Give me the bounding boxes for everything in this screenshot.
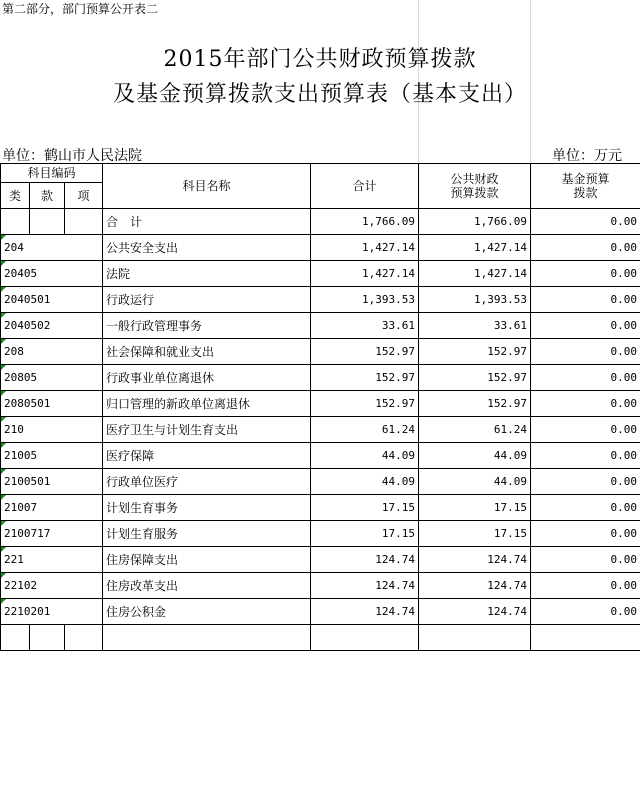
total-row-total: 1,766.09	[311, 209, 419, 235]
fund-header-line-2: 拨款	[573, 186, 598, 200]
total-row	[1, 209, 640, 235]
row-public-finance: 44.09	[419, 443, 531, 469]
total-row-public: 1,766.09	[419, 209, 531, 235]
row-public-finance: 61.24	[419, 417, 531, 443]
subject-code: 20405	[1, 261, 103, 287]
subject-name: 归口管理的新政单位离退休	[103, 391, 311, 417]
total-row-fund: 0.00	[531, 209, 640, 235]
subject-code: 21005	[1, 443, 103, 469]
header-row	[1, 164, 640, 183]
row-total: 124.74	[311, 573, 419, 599]
row-fund: 0.00	[531, 339, 640, 365]
subject-code-header: 科目编码	[1, 164, 103, 183]
row-fund: 0.00	[531, 287, 640, 313]
row-total: 1,427.14	[311, 261, 419, 287]
table-row	[1, 287, 640, 313]
public-finance-header	[419, 164, 531, 209]
subject-code: 22102	[1, 573, 103, 599]
subject-code: 221	[1, 547, 103, 573]
row-total: 152.97	[311, 339, 419, 365]
row-total: 33.61	[311, 313, 419, 339]
row-total: 1,393.53	[311, 287, 419, 313]
subject-name: 行政事业单位离退休	[103, 365, 311, 391]
subject-code: 210	[1, 417, 103, 443]
row-total: 124.74	[311, 547, 419, 573]
table-row	[1, 391, 640, 417]
row-fund: 0.00	[531, 391, 640, 417]
table-row	[1, 495, 640, 521]
table-row	[1, 417, 640, 443]
table-row	[1, 339, 640, 365]
row-fund: 0.00	[531, 469, 640, 495]
subject-name: 住房保障支出	[103, 547, 311, 573]
subject-name: 行政运行	[103, 287, 311, 313]
row-fund: 0.00	[531, 365, 640, 391]
row-fund: 0.00	[531, 495, 640, 521]
subject-name: 计划生育事务	[103, 495, 311, 521]
row-total: 124.74	[311, 599, 419, 625]
empty-cell	[419, 625, 531, 651]
kuan-header: 款	[30, 183, 65, 209]
subject-code: 2040502	[1, 313, 103, 339]
subject-code: 20805	[1, 365, 103, 391]
budget-table	[0, 163, 640, 651]
row-public-finance: 152.97	[419, 339, 531, 365]
total-xiang-cell	[65, 209, 103, 235]
subject-code: 2080501	[1, 391, 103, 417]
row-total: 1,427.14	[311, 235, 419, 261]
subject-name: 住房改革支出	[103, 573, 311, 599]
row-public-finance: 17.15	[419, 495, 531, 521]
row-fund: 0.00	[531, 313, 640, 339]
empty-cell	[30, 625, 65, 651]
table-row	[1, 573, 640, 599]
lei-header: 类	[1, 183, 30, 209]
row-fund: 0.00	[531, 443, 640, 469]
row-fund: 0.00	[531, 261, 640, 287]
subject-name: 社会保障和就业支出	[103, 339, 311, 365]
unit-organization: 单位：鹤山市人民法院	[2, 148, 142, 164]
subject-name: 医疗保障	[103, 443, 311, 469]
subject-name: 法院	[103, 261, 311, 287]
subject-code: 2100717	[1, 521, 103, 547]
empty-cell	[531, 625, 640, 651]
report-title-line-1: 2015年部门公共财政预算拨款	[163, 47, 477, 72]
fund-header-line-1: 基金预算	[561, 172, 610, 186]
row-fund: 0.00	[531, 573, 640, 599]
table-row	[1, 235, 640, 261]
total-kuan-cell	[30, 209, 65, 235]
row-total: 17.15	[311, 495, 419, 521]
row-public-finance: 124.74	[419, 599, 531, 625]
table-row	[1, 521, 640, 547]
row-fund: 0.00	[531, 599, 640, 625]
subject-code: 2210201	[1, 599, 103, 625]
table-row	[1, 443, 640, 469]
public-finance-header-line-1: 公共财政	[450, 172, 499, 186]
total-lei-cell	[1, 209, 30, 235]
report-title-line-2: 及基金预算拨款支出预算表（基本支出）	[112, 82, 527, 107]
fund-header	[531, 164, 640, 209]
public-finance-header-line-2: 预算拨款	[450, 186, 499, 200]
row-fund: 0.00	[531, 547, 640, 573]
row-public-finance: 152.97	[419, 391, 531, 417]
table-row	[1, 469, 640, 495]
row-public-finance: 1,427.14	[419, 235, 531, 261]
subject-name: 公共安全支出	[103, 235, 311, 261]
row-total: 152.97	[311, 391, 419, 417]
section-caption: 第二部分，部门预算公开表二	[2, 2, 159, 16]
row-total: 152.97	[311, 365, 419, 391]
row-total: 44.09	[311, 443, 419, 469]
unit-currency: 单位：万元	[552, 148, 622, 164]
row-public-finance: 1,393.53	[419, 287, 531, 313]
table-row	[1, 365, 640, 391]
row-public-finance: 33.61	[419, 313, 531, 339]
subject-name: 医疗卫生与计划生育支出	[103, 417, 311, 443]
row-public-finance: 152.97	[419, 365, 531, 391]
row-public-finance: 17.15	[419, 521, 531, 547]
row-total: 61.24	[311, 417, 419, 443]
row-fund: 0.00	[531, 235, 640, 261]
total-row-name: 合 计	[103, 209, 311, 235]
total-header: 合计	[311, 164, 419, 209]
table-row	[1, 599, 640, 625]
xiang-header: 项	[65, 183, 103, 209]
subject-name-header: 科目名称	[103, 164, 311, 209]
subject-name: 住房公积金	[103, 599, 311, 625]
empty-cell	[65, 625, 103, 651]
row-public-finance: 1,427.14	[419, 261, 531, 287]
empty-cell	[1, 625, 30, 651]
row-total: 17.15	[311, 521, 419, 547]
subject-name: 一般行政管理事务	[103, 313, 311, 339]
row-public-finance: 124.74	[419, 547, 531, 573]
subject-code: 204	[1, 235, 103, 261]
table-row	[1, 261, 640, 287]
subject-name: 计划生育服务	[103, 521, 311, 547]
subject-code: 2040501	[1, 287, 103, 313]
subject-code: 21007	[1, 495, 103, 521]
empty-cell	[103, 625, 311, 651]
row-fund: 0.00	[531, 521, 640, 547]
subject-code: 208	[1, 339, 103, 365]
table-row	[1, 313, 640, 339]
row-public-finance: 44.09	[419, 469, 531, 495]
empty-cell	[311, 625, 419, 651]
subject-name: 行政单位医疗	[103, 469, 311, 495]
table-row	[1, 547, 640, 573]
empty-row	[1, 625, 640, 651]
subject-code: 2100501	[1, 469, 103, 495]
row-fund: 0.00	[531, 417, 640, 443]
row-total: 44.09	[311, 469, 419, 495]
row-public-finance: 124.74	[419, 573, 531, 599]
